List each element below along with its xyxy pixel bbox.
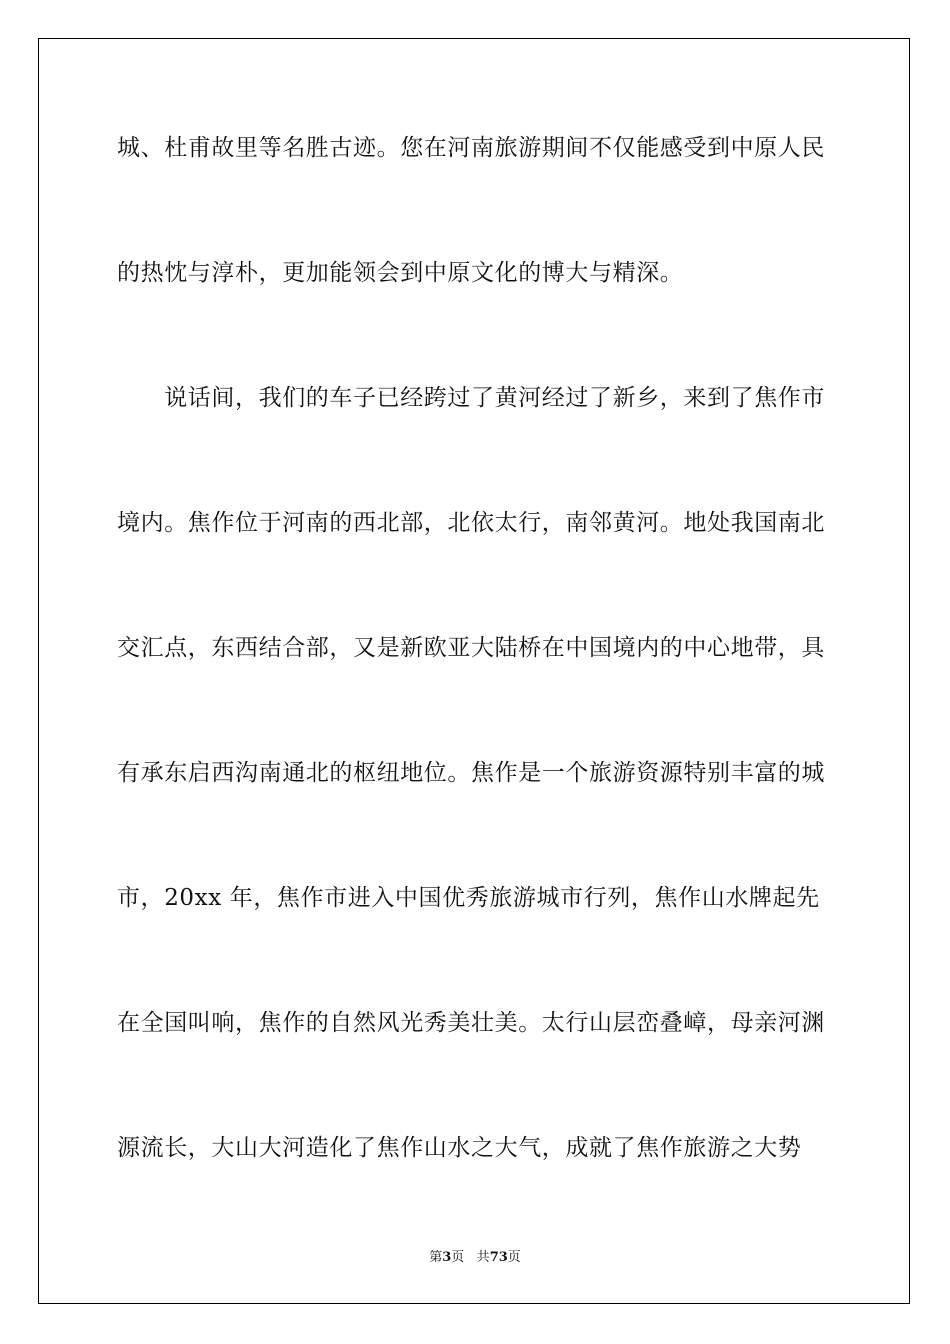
text-line: 市，20xx 年，焦作市进入中国优秀旅游城市行列，焦作山水牌起先: [117, 885, 820, 911]
text-line: 城、杜甫故里等名胜古迹。您在河南旅游期间不仅能感受到中原人民: [117, 135, 825, 161]
text-line: 交汇点，东西结合部，又是新欧亚大陆桥在中国境内的中心地带，具: [117, 635, 825, 661]
page-footer: [0, 1246, 950, 1265]
page-prefix: 第: [429, 1250, 443, 1265]
page-number: 3: [442, 1250, 452, 1265]
total-prefix: 共: [476, 1250, 490, 1265]
page-suffix: 页: [451, 1250, 465, 1265]
text-line: 说话间，我们的车子已经跨过了黄河经过了新乡，来到了焦作市: [117, 385, 825, 411]
text-line: 的热忱与淳朴，更加能领会到中原文化的博大与精深。: [117, 260, 684, 286]
text-line: 源流长，大山大河造化了焦作山水之大气，成就了焦作旅游之大势: [117, 1135, 802, 1161]
text-line: 境内。焦作位于河南的西北部，北依太行，南邻黄河。地处我国南北: [117, 510, 825, 536]
text-line: 有承东启西沟南通北的枢纽地位。焦作是一个旅游资源特别丰富的城: [117, 760, 825, 786]
text-line: 在全国叫响，焦作的自然风光秀美壮美。太行山层峦叠嶂，母亲河渊: [117, 1010, 825, 1036]
total-pages: 73: [489, 1250, 508, 1265]
page-border: [38, 38, 910, 1304]
total-suffix: 页: [507, 1250, 521, 1265]
